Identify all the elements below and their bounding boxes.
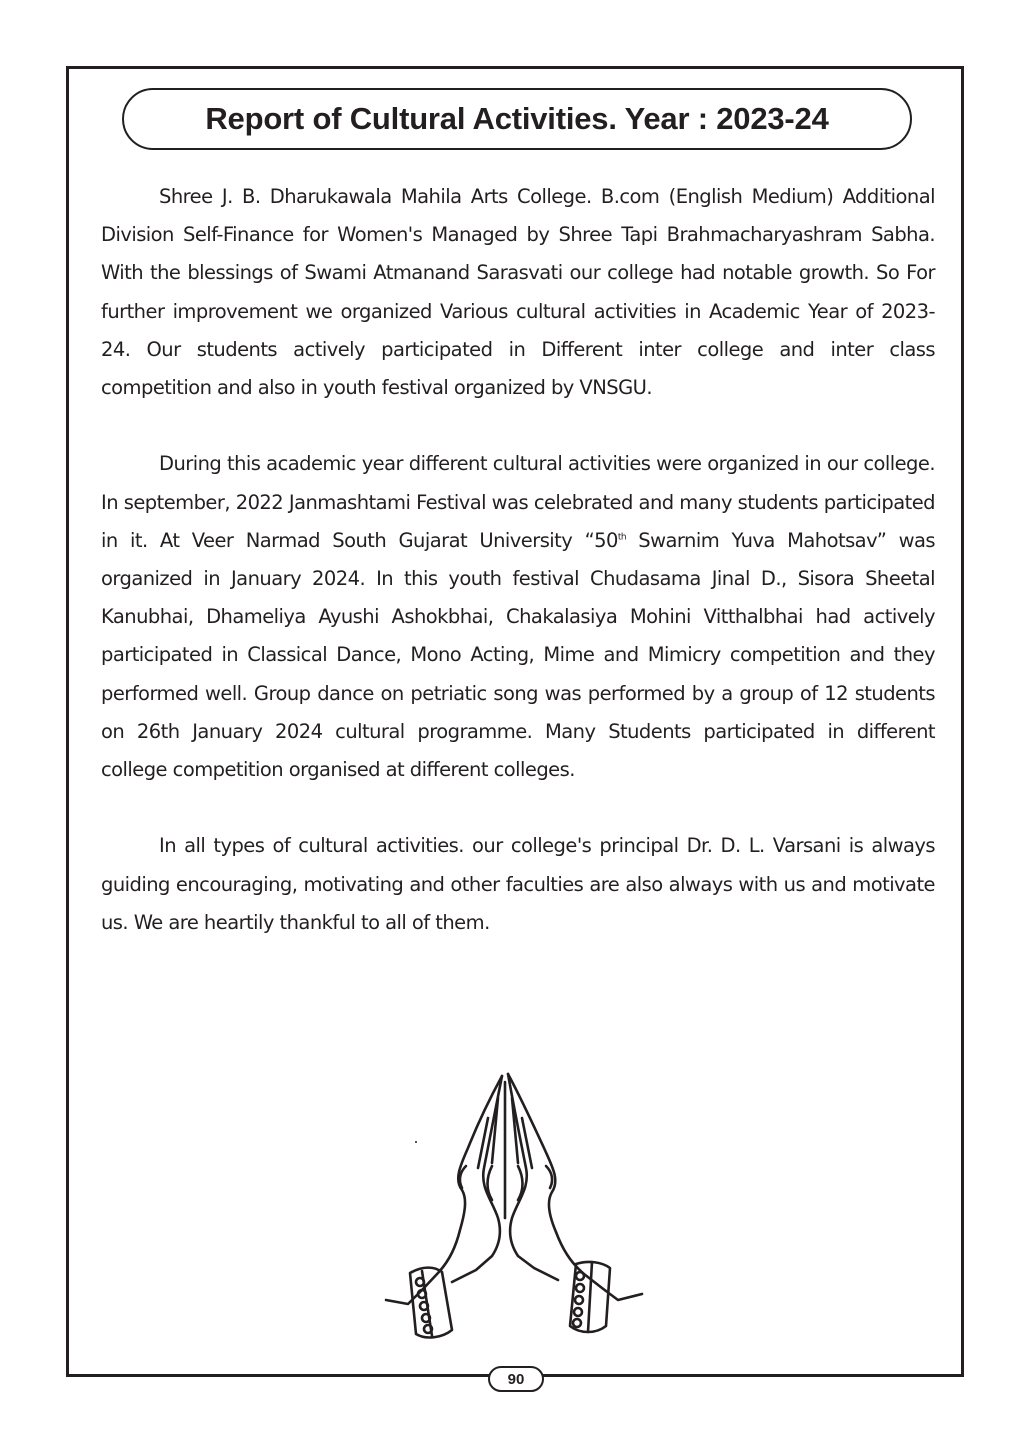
title-banner	[122, 88, 912, 150]
paragraph-thanks: In all types of cultural activities. our college's principal Dr. D. L. Varsani is always guiding encouraging, motivating and other faculties are also always with us and motivate us. We are heartily thankful to all of them.	[101, 834, 935, 934]
page-number: 90	[507, 1370, 525, 1388]
paragraph-activities-part1: During this academic year different cultural activities were organized in our college. In september, 2022 Janmashtami Festival was celebrated and many students participated in it. At Veer Narmad South Gujarat University “50	[101, 452, 935, 552]
paragraph-activities-part2: Swarnim Yuva Mahotsav” was organized in January 2024. In this youth festival Chudasama Jinal D., Sisora Sheetal Kanubhai, Dhameliya Ayushi Ashokbhai, Chakalasiya Mohini Vitthalbhai had actively participated in Classical Dance, Mono Acting, Mime and Mimicry competition and they performed well. Group dance on petriatic song was performed by a group of 12 students on 26th January 2024 cultural programme. Many Students participated in different college competition organised at different colleges.	[101, 528, 935, 782]
page-title: Report of Cultural Activities. Year : 2023-24	[205, 101, 829, 136]
report-body	[101, 178, 935, 980]
paragraph-intro: Shree J. B. Dharukawala Mahila Arts College. B.com (English Medium) Additional Division Self-Finance for Women's Managed by Shree Tapi Brahmacharyashram Sabha. With the blessings of Swami Atmanand Sarasvati our college had notable growth. So For further improvement we organized Various cultural activities in Academic Year of 2023-24. Our students actively participated in Different inter college and inter class competition and also in youth festival organized by VNSGU.	[101, 185, 935, 400]
page-number-badge	[488, 1366, 544, 1392]
namaste-hands-icon	[380, 1068, 650, 1356]
ordinal-superscript: th	[617, 532, 626, 543]
paragraph-activities	[101, 445, 935, 789]
